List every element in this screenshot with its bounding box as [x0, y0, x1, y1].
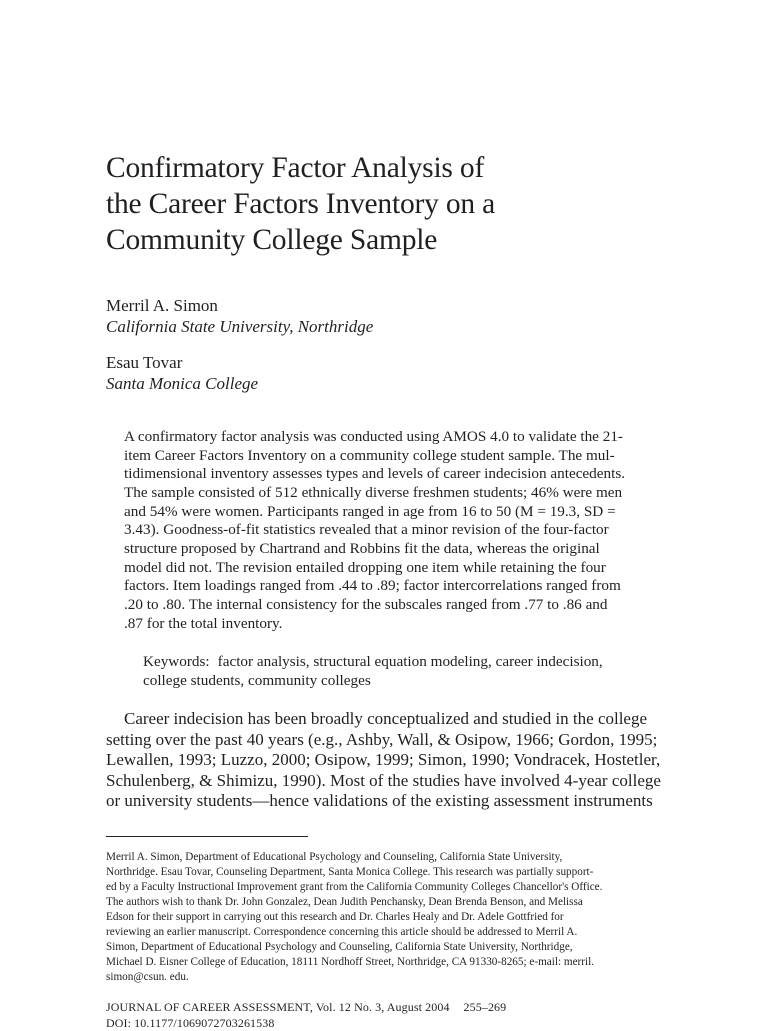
body-line: Schulenberg, & Shimizu, 1990). Most of the studies have involved 4-year college [106, 770, 661, 790]
abstract-line: tidimensional inventory assesses types and levels of career indecision antecedents. [124, 465, 626, 483]
body-line: setting over the past 40 years (e.g., Ashby, Wall, & Osipow, 1966; Gordon, 1995; [106, 729, 658, 749]
doi: DOI: 10.1177/1069072703261538 [106, 1016, 275, 1030]
abstract-line: factors. Item loadings ranged from .44 to .89; factor intercorrelations ranged from [124, 577, 621, 595]
abstract-line: A confirmatory factor analysis was conducted using AMOS 4.0 to validate the 21- [124, 428, 623, 445]
body-line: Career indecision has been broadly conceptualized and studied in the college [124, 709, 648, 728]
body-line: or university students—hence validations of the existing assessment instruments [106, 791, 653, 810]
journal-citation [106, 999, 666, 1031]
footnote-line: ed by a Faculty Instructional Improvement grant from the California Community Colleges Chancellor's Office. [106, 881, 603, 893]
footnote-line: Northridge. Esau Tovar, Counseling Department, Santa Monica College. This research was partially support- [106, 866, 594, 878]
footnote-line: Michael D. Eisner College of Education, 18111 Nordhoff Street, Northridge, CA 91330-8265; e-mail: merril. [106, 956, 594, 968]
footnote-line: Edson for their support in carrying out this research and Dr. Charles Healy and Dr. Adele Gottfried for [106, 911, 564, 923]
title-line-2: the Career Factors Inventory on a [106, 188, 496, 220]
title-line-1: Confirmatory Factor Analysis of [106, 152, 485, 184]
author-affiliation: Santa Monica College [106, 374, 259, 393]
abstract-line: and 54% were women. Participants ranged in age from 16 to 50 (M = 19.3, SD = [124, 502, 616, 520]
body-line: Lewallen, 1993; Luzzo, 2000; Osipow, 1999; Simon, 1990; Vondracek, Hostetler, [106, 750, 661, 769]
abstract-line: item Career Factors Inventory on a community college student sample. The mul- [124, 446, 615, 464]
author-note [106, 850, 666, 985]
journal-name: JOURNAL OF CAREER ASSESSMENT, Vol. 12 No. 3, August 2004 [106, 1000, 450, 1014]
footnote-line: Simon, Department of Educational Psychology and Counseling, California State University, Northridge, [106, 941, 573, 953]
author-2 [106, 352, 666, 394]
keywords [143, 652, 643, 690]
author-name: Esau Tovar [106, 353, 183, 372]
abstract-line: structure proposed by Chartrand and Robbins fit the data, whereas the original [124, 539, 600, 557]
abstract-line: .87 for the total inventory. [124, 614, 283, 632]
keywords-label: Keywords: [143, 653, 210, 670]
footnote-line: The authors wish to thank Dr. John Gonzalez, Dean Judith Penchansky, Dean Brenda Benson, and Melissa [106, 896, 583, 908]
author-1 [106, 295, 666, 337]
page-range: 255–269 [463, 1000, 507, 1014]
title-line-3: Community College Sample [106, 224, 438, 256]
author-name: Merril A. Simon [106, 296, 218, 315]
keywords-text: factor analysis, structural equation modeling, career indecision, [217, 653, 603, 670]
abstract-line: The sample consisted of 512 ethnically diverse freshmen students; 46% were men [124, 483, 623, 501]
keywords-line-2: college students, community colleges [143, 672, 371, 689]
abstract-line: model did not. The revision entailed dropping one item while retaining the four [124, 558, 606, 576]
keywords-line-1 [143, 652, 643, 671]
footnote-line: simon@csun. edu. [106, 971, 189, 983]
footnote-line: Merril A. Simon, Department of Educational Psychology and Counseling, California State University, [106, 851, 563, 863]
body-text [106, 709, 666, 812]
abstract [124, 428, 644, 633]
footnote-divider [106, 836, 308, 837]
article-title [106, 150, 666, 258]
abstract-line: 3.43). Goodness-of-fit statistics revealed that a minor revision of the four-factor [124, 521, 609, 539]
footnote-line: reviewing an earlier manuscript. Correspondence concerning this article should be addressed to Merril A. [106, 926, 578, 938]
abstract-line: .20 to .80. The internal consistency for the subscales ranged from .77 to .86 and [124, 595, 608, 613]
journal-citation-line [106, 999, 666, 1015]
author-affiliation: California State University, Northridge [106, 317, 374, 336]
